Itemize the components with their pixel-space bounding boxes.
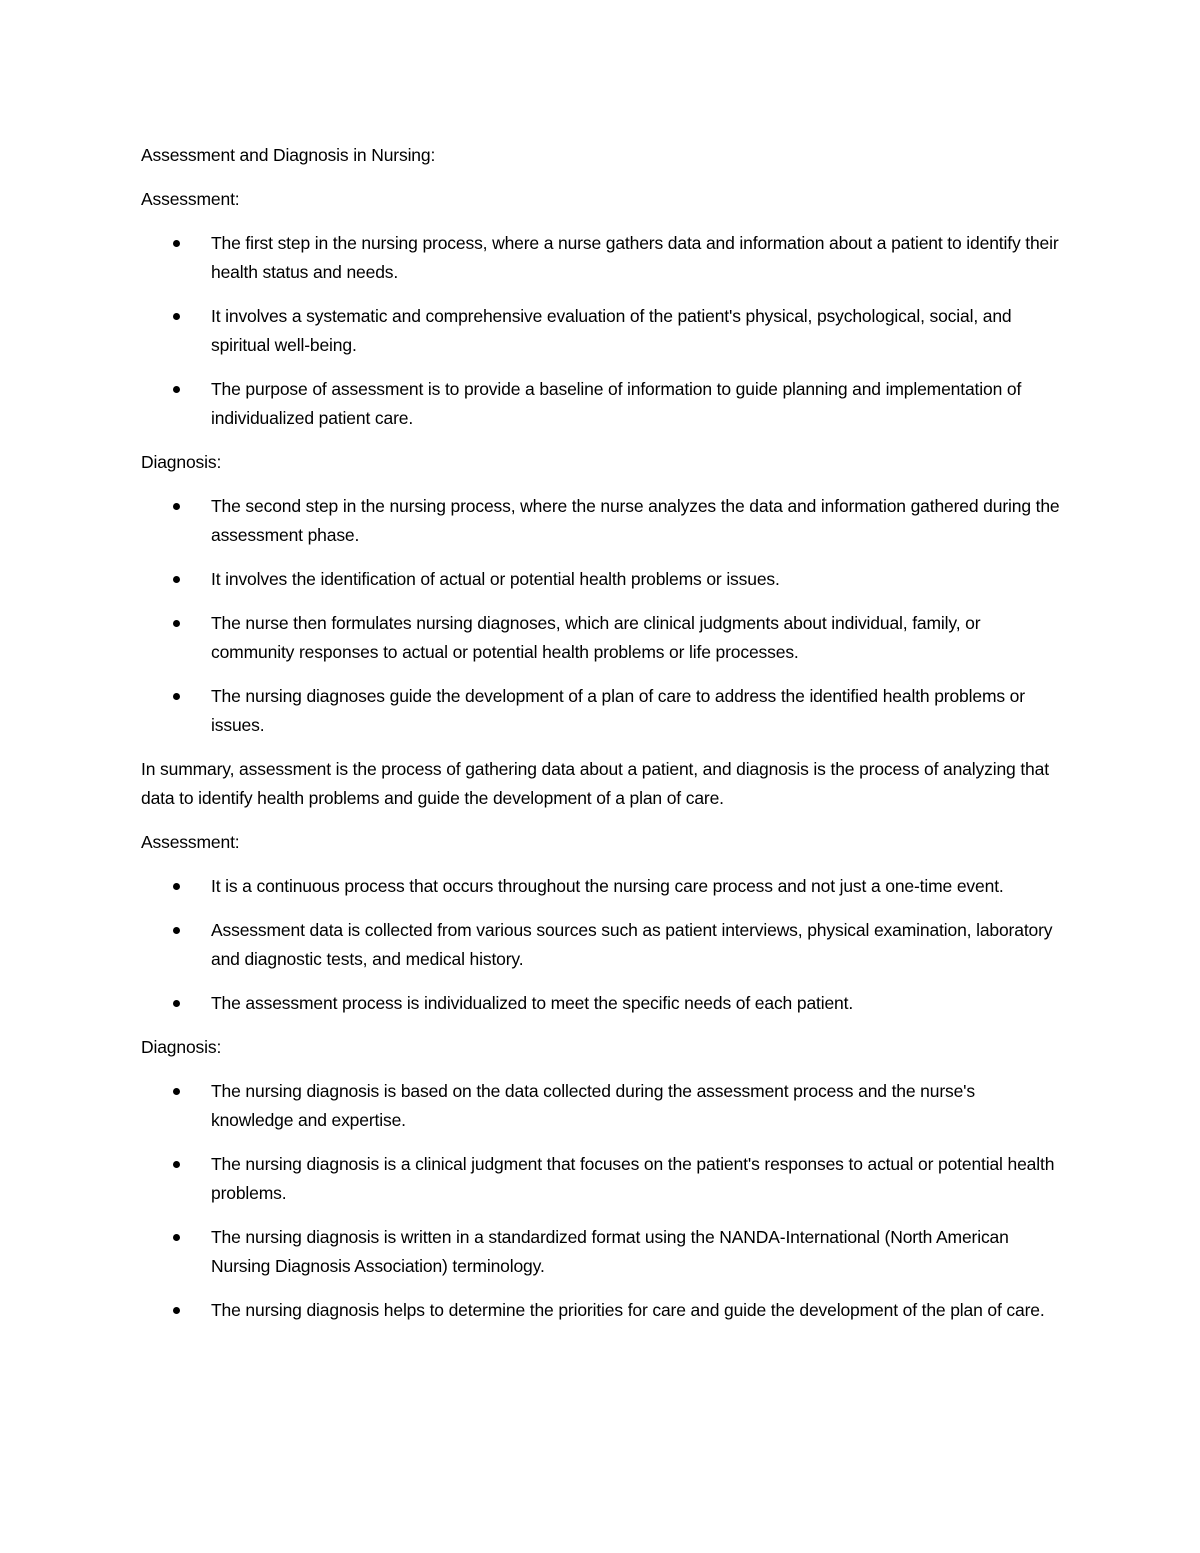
bullet-icon: [173, 620, 180, 627]
list-item-text: The nursing diagnosis is based on the data collected during the assessment process and the nurse's knowledge and expertise.: [211, 1081, 975, 1130]
list-item: [141, 916, 1061, 974]
bullet-icon: [173, 883, 180, 890]
bullet-icon: [173, 240, 180, 247]
section-heading-assessment-2: Assessment:: [141, 832, 240, 852]
list-item: [141, 682, 1061, 740]
list-item: [141, 492, 1061, 550]
list-item: [141, 565, 1061, 594]
list-item-text: The assessment process is individualized to meet the specific needs of each patient.: [211, 993, 854, 1013]
list-item: [141, 375, 1061, 433]
document-title: Assessment and Diagnosis in Nursing:: [141, 145, 436, 165]
bullet-icon: [173, 1000, 180, 1007]
list-item: [141, 989, 1061, 1018]
assessment-bullet-list-2: [141, 872, 1061, 1018]
bullet-icon: [173, 503, 180, 510]
section-heading-diagnosis-2: Diagnosis:: [141, 1037, 222, 1057]
bullet-icon: [173, 1234, 180, 1241]
list-item-text: The nursing diagnosis is written in a standardized format using the NANDA-International (North American Nursing Diagnosis Association) terminology.: [211, 1227, 1009, 1276]
bullet-icon: [173, 313, 180, 320]
list-item-text: The nurse then formulates nursing diagnoses, which are clinical judgments about individual, family, or community responses to actual or potential health problems or life processes.: [211, 613, 981, 662]
list-item: [141, 302, 1061, 360]
bullet-icon: [173, 1088, 180, 1095]
bullet-icon: [173, 927, 180, 934]
list-item-text: The purpose of assessment is to provide a baseline of information to guide planning and implementation of individualized patient care.: [211, 379, 1022, 428]
bullet-icon: [173, 1161, 180, 1168]
bullet-icon: [173, 1307, 180, 1314]
list-item-text: Assessment data is collected from various sources such as patient interviews, physical examination, laboratory and diagnostic tests, and medical history.: [211, 920, 1053, 969]
list-item: [141, 1223, 1061, 1281]
summary-paragraph: In summary, assessment is the process of gathering data about a patient, and diagnosis is the process of analyzing that data to identify health problems and guide the development of a plan of care.: [141, 759, 1049, 808]
list-item: [141, 229, 1061, 287]
diagnosis-bullet-list: [141, 492, 1061, 740]
section-heading-diagnosis: Diagnosis:: [141, 452, 222, 472]
list-item-text: The first step in the nursing process, where a nurse gathers data and information about a patient to identify their health status and needs.: [211, 233, 1059, 282]
list-item-text: It involves the identification of actual or potential health problems or issues.: [211, 569, 780, 589]
bullet-icon: [173, 576, 180, 583]
list-item: [141, 1150, 1061, 1208]
list-item: [141, 1296, 1061, 1325]
list-item-text: It is a continuous process that occurs throughout the nursing care process and not just a one-time event.: [211, 876, 1004, 896]
document-body: [141, 141, 1061, 1340]
bullet-icon: [173, 693, 180, 700]
list-item: [141, 872, 1061, 901]
list-item-text: The nursing diagnosis helps to determine the priorities for care and guide the development of the plan of care.: [211, 1300, 1045, 1320]
diagnosis-bullet-list-2: [141, 1077, 1061, 1325]
list-item-text: The nursing diagnoses guide the development of a plan of care to address the identified health problems or issues.: [211, 686, 1025, 735]
section-heading-assessment: Assessment:: [141, 189, 240, 209]
list-item-text: It involves a systematic and comprehensive evaluation of the patient's physical, psychological, social, and spiritual well-being.: [211, 306, 1012, 355]
list-item: [141, 1077, 1061, 1135]
assessment-bullet-list: [141, 229, 1061, 433]
bullet-icon: [173, 386, 180, 393]
list-item-text: The second step in the nursing process, where the nurse analyzes the data and information gathered during the assessment phase.: [211, 496, 1060, 545]
list-item-text: The nursing diagnosis is a clinical judgment that focuses on the patient's responses to actual or potential health problems.: [211, 1154, 1055, 1203]
list-item: [141, 609, 1061, 667]
